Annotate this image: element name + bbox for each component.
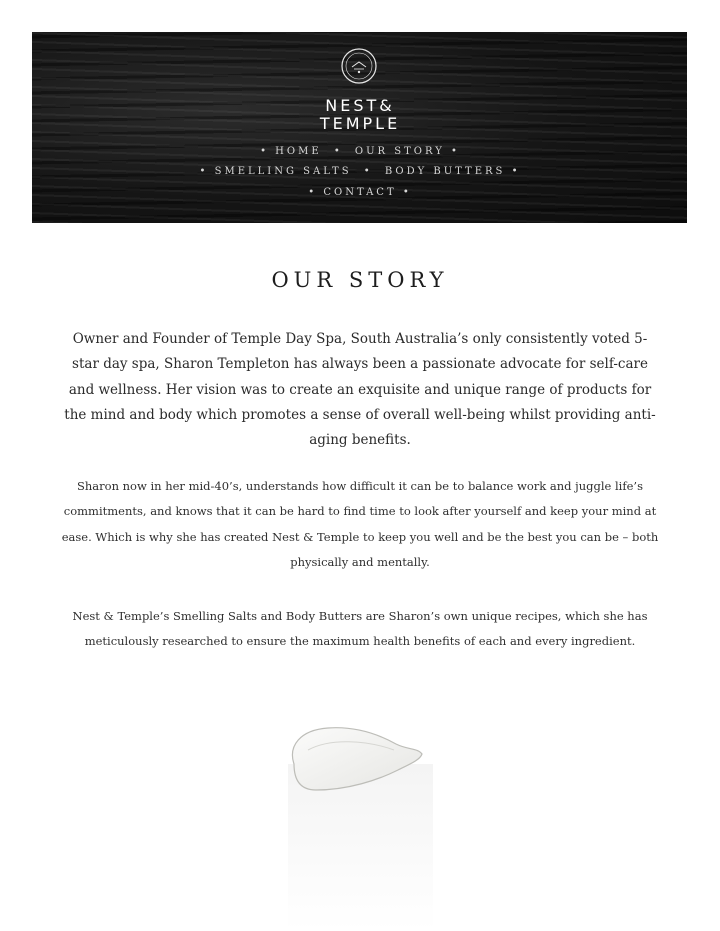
nav-body-butters-link[interactable]: BODY BUTTERS — [384, 166, 506, 177]
story-paragraph-2: Sharon now in her mid-40’s, understands how difficult it can be to balance work and juggle life’s commitments, and knows that it can be hard to find time to look after yourself and keep your mind at ease. Which is why she has created Nest & Temple to keep you well and be the best you can be – both physically and mentally. — [61, 479, 659, 569]
body-butter-swatch-image — [286, 724, 436, 931]
nav-bullet: • — [511, 166, 521, 177]
nav-bullet: • — [199, 166, 209, 177]
nav-contact-link[interactable]: CONTACT — [323, 187, 397, 198]
nav-bullet: • — [308, 187, 318, 198]
story-paragraph-1: Owner and Founder of Temple Day Spa, South Australia’s only consistently voted 5-star day spa, Sharon Templeton has always been a passionate advocate for self-care and wellness. Her vision was to create an exquisite and unique range of products for the mind and body which promotes a sense of overall well-being whilst providing anti-aging benefits. — [64, 331, 656, 449]
brand-name-line2[interactable]: TEMPLE — [319, 114, 401, 133]
nav-smelling-salts-link[interactable]: SMELLING SALTS — [214, 166, 352, 177]
nav-home-link[interactable]: HOME — [275, 146, 322, 157]
nav-bullet: • — [333, 146, 343, 157]
nav-row-3 — [0, 186, 720, 200]
brand-name-line1[interactable]: NEST& — [325, 96, 395, 115]
page-title: OUR STORY — [271, 268, 449, 292]
nav-bullet: • — [451, 146, 460, 157]
nav-our-story-link[interactable]: OUR STORY — [354, 146, 445, 157]
nest-temple-badge-icon[interactable] — [341, 48, 377, 84]
nav-bullet: • — [363, 166, 373, 177]
nav-bullet: • — [260, 146, 269, 157]
nav-row-1 — [0, 145, 720, 159]
nav-bullet: • — [402, 187, 412, 198]
story-paragraph-3: Nest & Temple’s Smelling Salts and Body Butters are Sharon’s own unique recipes, which she has meticulously researched to ensure the maximum health benefits of each and every ingredient. — [72, 609, 648, 649]
nav-row-2 — [0, 165, 720, 179]
